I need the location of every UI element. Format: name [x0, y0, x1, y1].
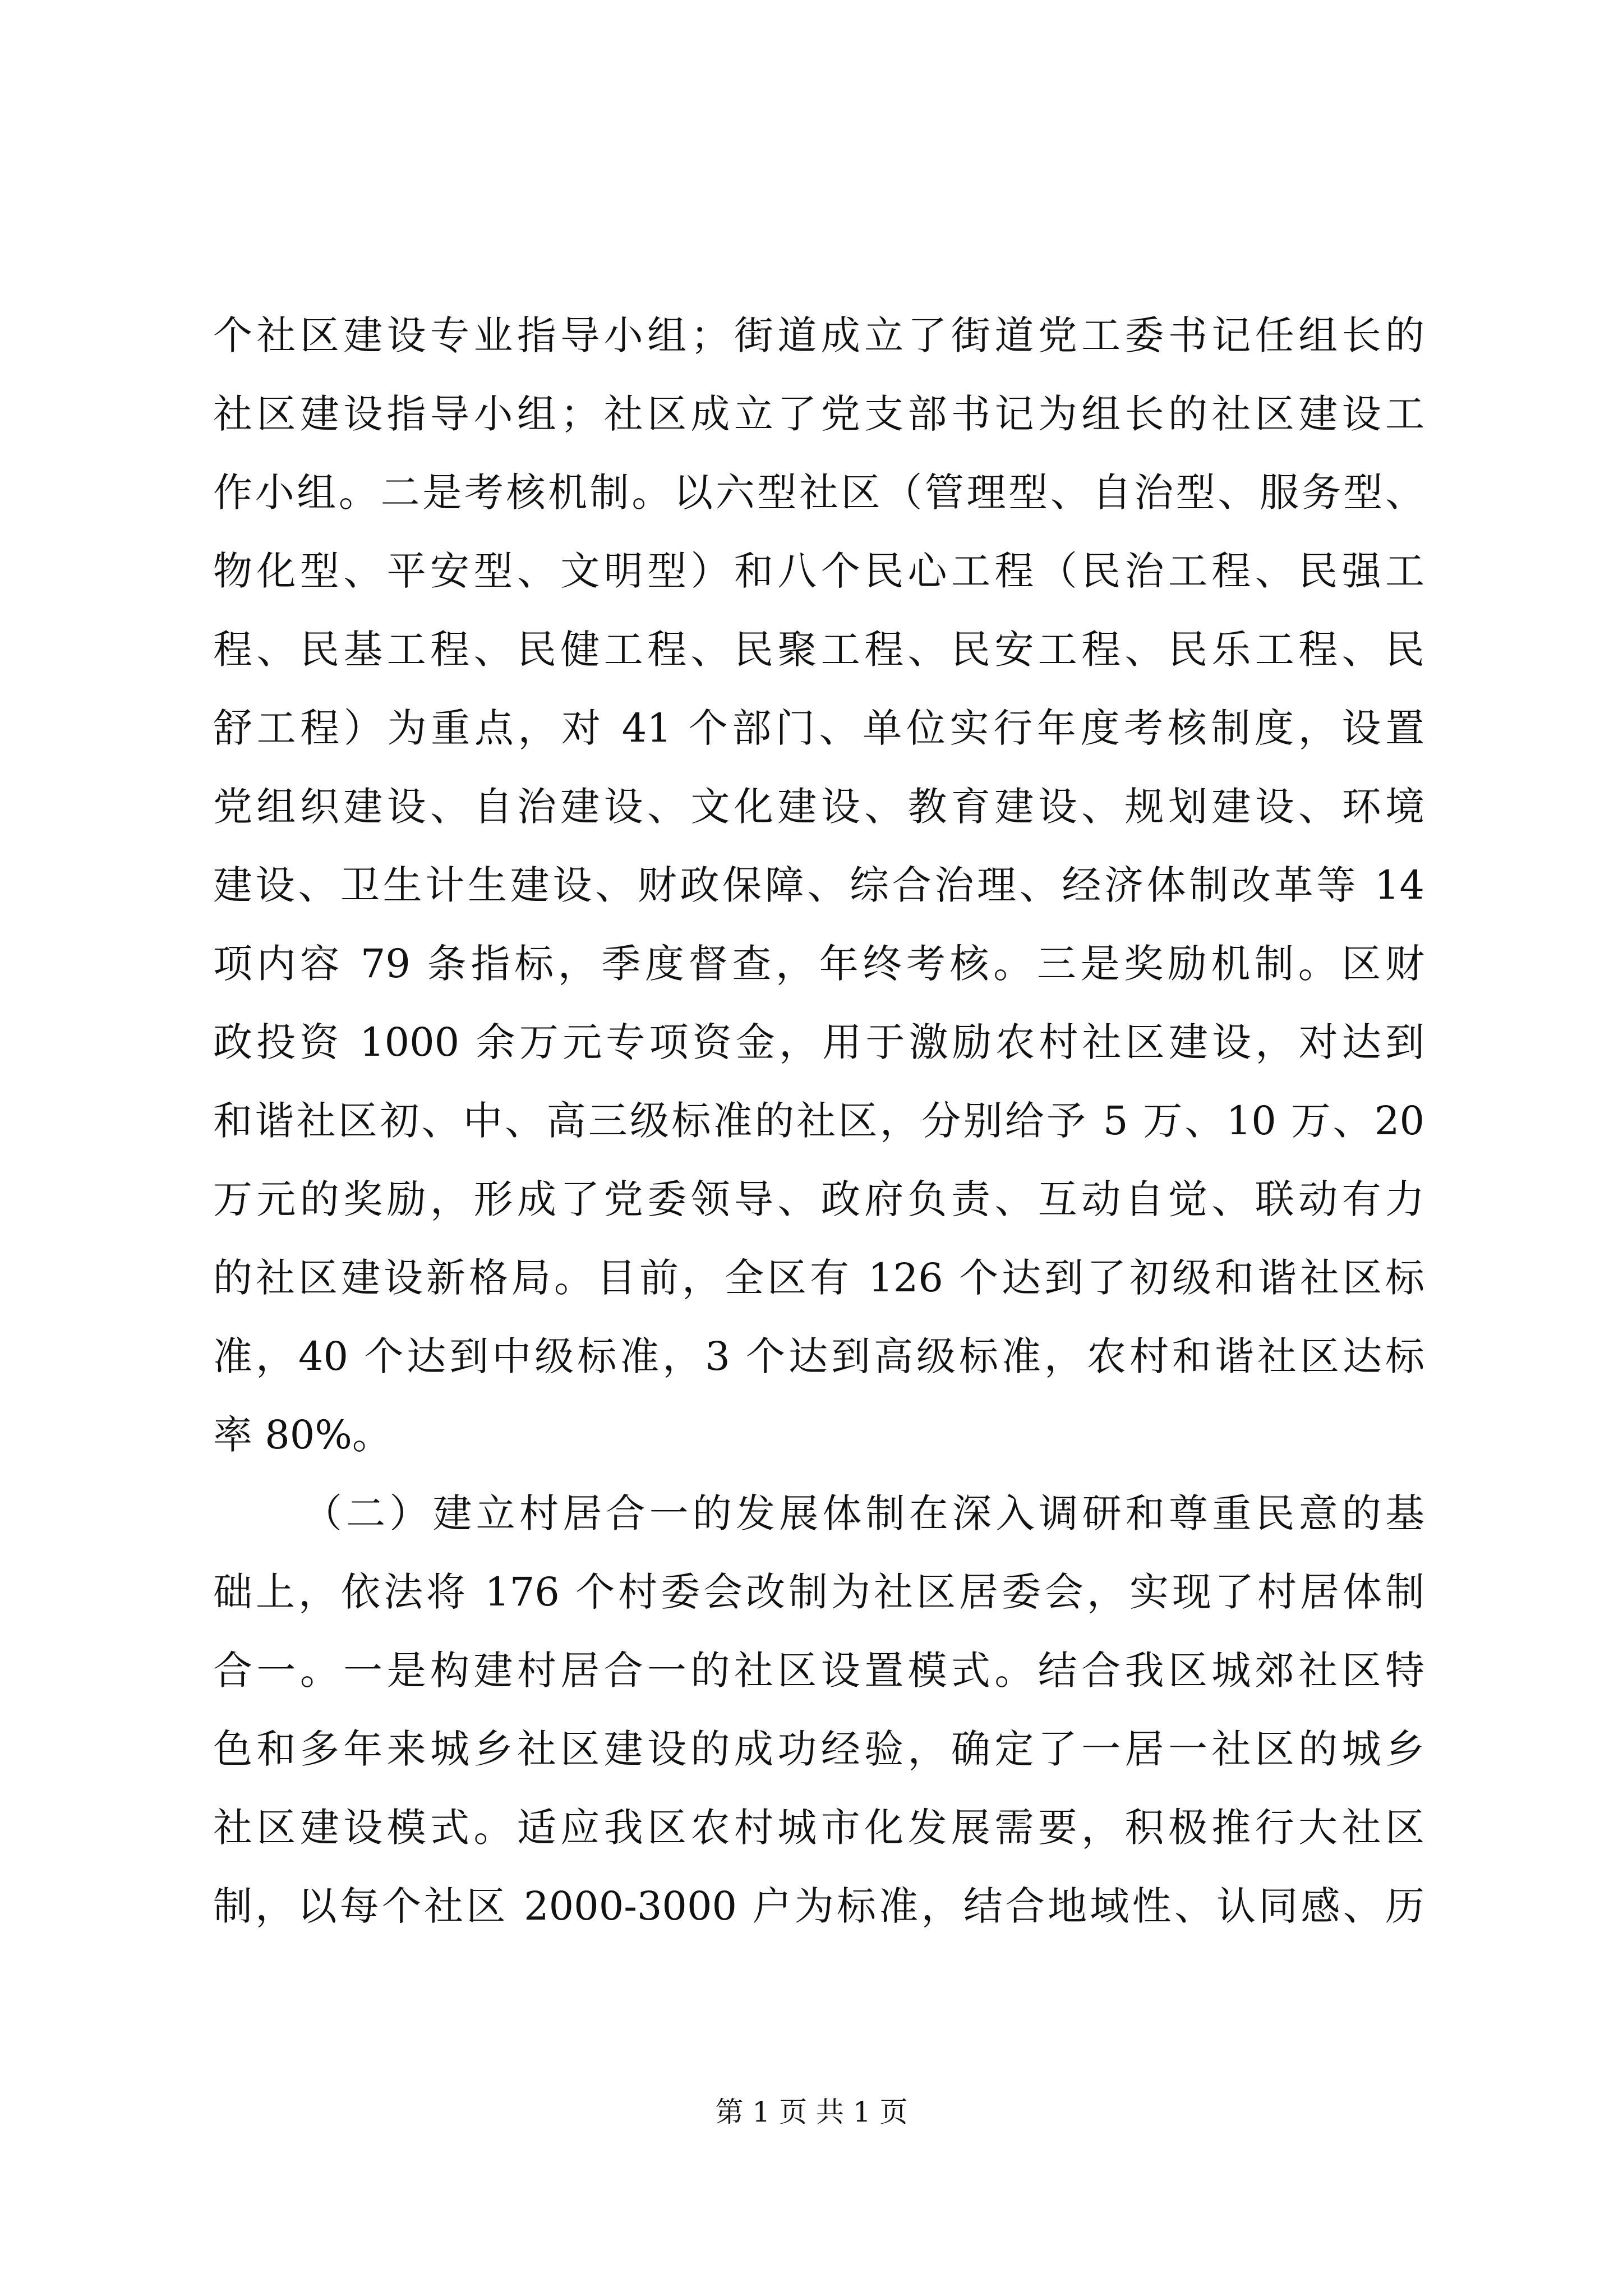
- text-line: 程、民基工程、民健工程、民聚工程、民安工程、民乐工程、民: [213, 627, 1424, 673]
- text-line: 制，以每个社区 2000-3000 户为标准，结合地域性、认同感、历: [213, 1883, 1424, 1929]
- text-line: 的社区建设新格局。目前，全区有 126 个达到了初级和谐社区标: [213, 1255, 1424, 1301]
- text-line: 政投资 1000 余万元专项资金，用于激励农村社区建设，对达到: [213, 1019, 1424, 1065]
- page-number-label: 第 1 页 共 1 页: [715, 2096, 908, 2128]
- text-line: 万元的奖励，形成了党委领导、政府负责、互动自觉、联动有力: [213, 1176, 1424, 1222]
- text-line: 党组织建设、自治建设、文化建设、教育建设、规划建设、环境: [213, 784, 1424, 830]
- paragraph-start-line: （二）建立村居合一的发展体制在深入调研和尊重民意的基: [303, 1490, 1424, 1536]
- text-line: 社区建设模式。适应我区农村城市化发展需要，积极推行大社区: [213, 1805, 1424, 1851]
- text-line: 色和多年来城乡社区建设的成功经验，确定了一居一社区的城乡: [213, 1726, 1424, 1772]
- text-line: 础上，依法将 176 个村委会改制为社区居委会，实现了村居体制: [213, 1569, 1424, 1615]
- text-line: 社区建设指导小组；社区成立了党支部书记为组长的社区建设工: [213, 391, 1424, 437]
- text-line: 物化型、平安型、文明型）和八个民心工程（民治工程、民强工: [213, 548, 1424, 594]
- body-text: [213, 296, 1424, 1945]
- text-line: 个社区建设专业指导小组；街道成立了街道党工委书记任组长的: [213, 312, 1424, 358]
- text-line: 作小组。二是考核机制。以六型社区（管理型、自治型、服务型、: [213, 470, 1424, 516]
- text-line: 合一。一是构建村居合一的社区设置模式。结合我区城郊社区特: [213, 1648, 1424, 1694]
- paragraph-end-line: 率 80%。: [213, 1412, 391, 1458]
- page-footer: [0, 2092, 1623, 2132]
- text-line: 准，40 个达到中级标准，3 个达到高级标准，农村和谐社区达标: [213, 1333, 1424, 1379]
- text-line: 和谐社区初、中、高三级标准的社区，分别给予 5 万、10 万、20: [213, 1098, 1424, 1144]
- text-line: 舒工程）为重点，对 41 个部门、单位实行年度考核制度，设置: [213, 705, 1424, 751]
- text-line: 建设、卫生计生建设、财政保障、综合治理、经济体制改革等 14: [213, 862, 1424, 908]
- text-line: 项内容 79 条指标，季度督查，年终考核。三是奖励机制。区财: [213, 941, 1424, 987]
